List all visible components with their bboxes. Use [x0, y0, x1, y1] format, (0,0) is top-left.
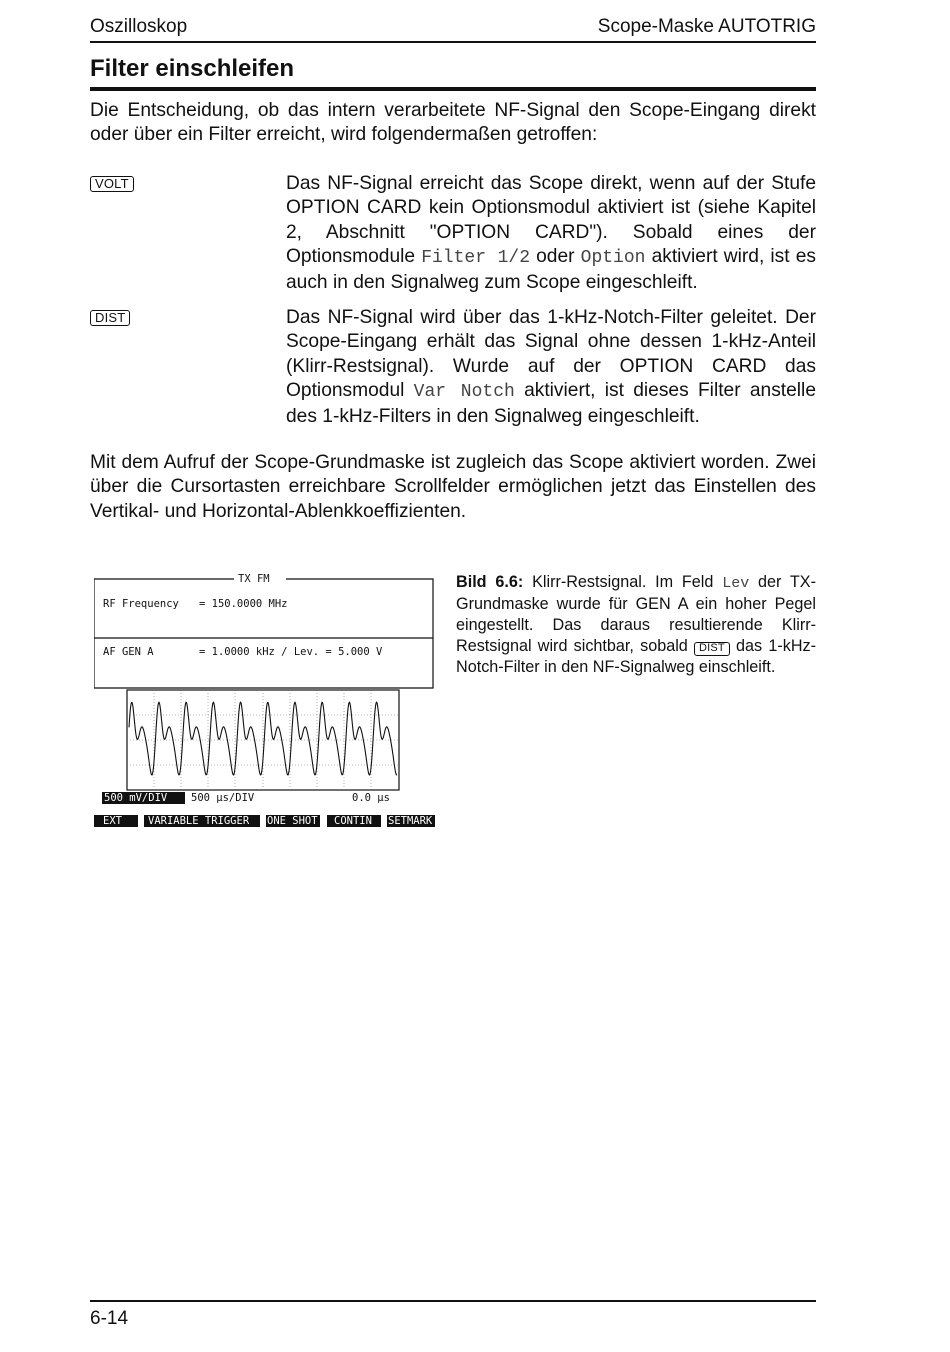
section-title: Filter einschleifen	[90, 55, 816, 91]
page-number: 6-14	[90, 1308, 129, 1329]
definition-text	[286, 172, 816, 295]
figure-caption	[456, 572, 816, 678]
lev-field-name: Lev	[722, 575, 750, 592]
header-section: Scope-Maske AUTOTRIG	[597, 16, 816, 37]
rf-frequency-value: = 150.0000 MHz	[199, 598, 288, 610]
definition-text-part: Das NF-Signal erreicht das Scope direkt, wenn auf der Stufe OPTION CARD kein Optionsmodul aktiviert ist (siehe Kapitel 2, Abschnitt "OPTION CARD"). Sobald eines der Optionsmodule	[286, 173, 816, 268]
definition-text-part: Das NF-Signal wird über das 1-kHz-Notch-Filter geleitet. Der Scope-Eingang erhält das Signal ohne dessen 1-kHz-Anteil (Klirr-Restsignal). Wurde auf der OPTION CARD das Optionsmodul	[286, 307, 816, 402]
rf-frequency-label: RF Frequency	[103, 598, 179, 610]
softkey-one-shot-label: ONE SHOT	[267, 815, 318, 827]
header-chapter: Oszilloskop	[90, 16, 188, 37]
option-filter-name: Filter 1/2	[421, 248, 530, 269]
definition-text-part: aktiviert, ist dieses Filter anstelle des 1-kHz-Filters in den Signalweg eingeschleift.	[286, 380, 816, 427]
caption-label: Bild 6.6:	[456, 573, 524, 591]
caption-text-part: Klirr-Restsignal. Im Feld	[523, 573, 723, 591]
time-offset: 0.0 µs	[352, 792, 390, 804]
time-per-div: 500 µs/DIV	[191, 792, 255, 804]
definition-text-part: aktiviert wird, ist es auch in den Signalweg zum Scope eingeschleift.	[286, 246, 816, 293]
definition-text	[286, 306, 816, 429]
dist-key-icon: DIST	[694, 642, 730, 656]
softkey-setmark-label: SETMARK	[388, 815, 433, 827]
screen-box-title: TX FM	[238, 573, 270, 585]
af-gen-value: = 1.0000 kHz / Lev. = 5.000 V	[199, 646, 383, 658]
caption-text-part: der TX-Grundmaske wurde für GEN A ein hoher Pegel eingestellt. Das daraus resultierende Klirr-Restsignal wird sichtbar, sobald	[456, 573, 816, 655]
scope-screen	[94, 570, 444, 835]
softkey-contin-label: CONTIN	[334, 815, 372, 827]
caption-text-part: das 1-kHz-Notch-Filter in den NF-Signalweg einschleift.	[456, 637, 816, 676]
softkey-variable-trigger-label: VARIABLE TRIGGER	[148, 815, 250, 827]
scope-screenshot-figure	[94, 570, 444, 835]
volt-per-div: 500 mV/DIV	[104, 792, 168, 804]
footer-rule	[90, 1300, 816, 1302]
body-paragraph: Mit dem Aufruf der Scope-Grundmaske ist zugleich das Scope aktiviert worden. Zwei über die Cursortasten erreichbare Scrollfelder ermöglichen jetzt das Einstellen des Vertikal- und Horizontal-Ablenkkoeffizienten.	[90, 452, 816, 522]
running-header	[90, 10, 816, 43]
definition-text-part: oder	[530, 246, 581, 268]
dist-key-icon: DIST	[90, 310, 130, 326]
option-name: Option	[580, 248, 646, 269]
af-gen-label: AF GEN A	[103, 646, 154, 658]
option-var-notch-name: Var Notch	[413, 382, 515, 403]
intro-paragraph: Die Entscheidung, ob das intern verarbeitete NF-Signal den Scope-Eingang direkt oder über ein Filter erreicht, wird folgendermaßen getroffen:	[90, 100, 816, 146]
volt-key-icon: VOLT	[90, 176, 134, 192]
softkey-bar	[94, 815, 435, 827]
softkey-ext-label: EXT	[103, 815, 122, 827]
